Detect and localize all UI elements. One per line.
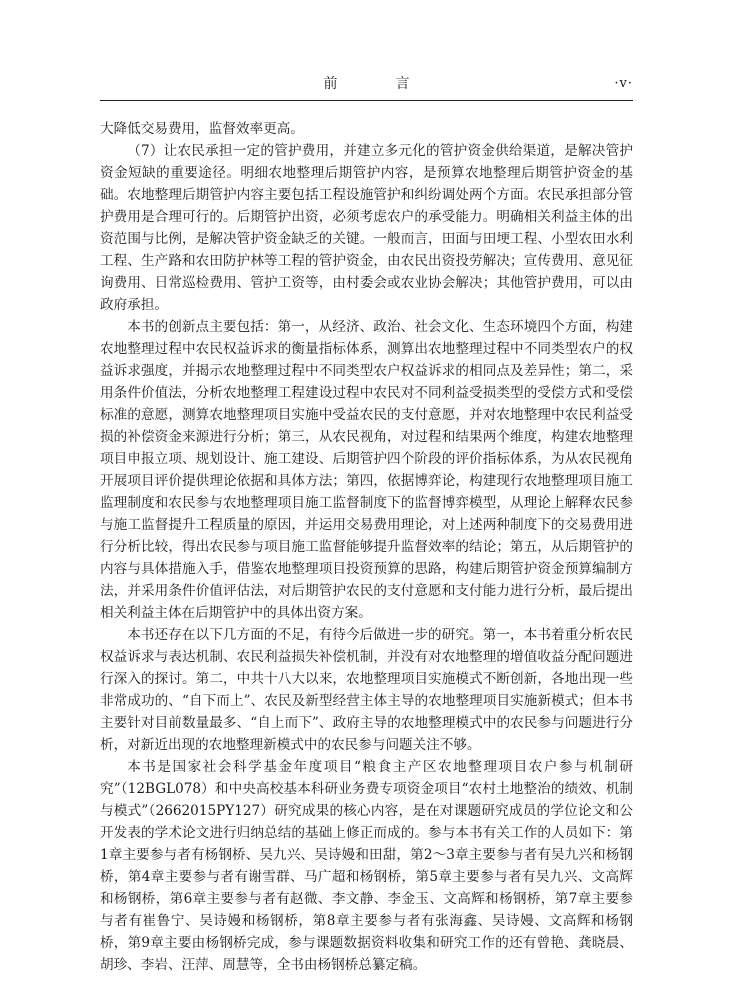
paragraph-funding-sources: （7）让农民承担一定的管护费用，并建立多元化的管护资金供给渠道，是解决管护资金短缺的重要途径。明细农地整理后期管护内容，是预算农地整理后期管护资金的基础。农地整理后期管护内容主要包括工程设施管护和纠纷调处两个方面。农民承担部分管护费用是合理可行的。后期管护出资，必须考虑农户的承受能力。明确相关利益主体的出资范围与比例，是解决管护资金缺乏的关键。一般而言，田面与田埂工程、小型农田水利工程、生产路和农田防护林等工程的管护资金，由农民出资投劳解决；宣传费用、意见征询费用、日常巡检费用、管护工资等，由村委会或农业协会解决；其他管护费用，可以由政府承担。 — [100, 143, 633, 313]
paragraph-limitations: 本书还存在以下几方面的不足，有待今后做进一步的研究。第一，本书着重分析农民权益诉求与表达机制、农民利益损失补偿机制，并没有对农地整理的增值收益分配问题进行深入的探讨。第二，中共十八大以来，农地整理项目实施模式不断创新，各地出现一些非常成功的、“自下而上”、农民及新型经营主体主导的农地整理项目实施新模式；但本书主要针对目前数量最多、“自上而下”、政府主导的农地整理模式中的农民参与问题进行分析，对新近出现的农地整理新模式中的农民参与问题关注不够。 — [100, 627, 633, 753]
paragraph-continuation: 大降低交易费用，监督效率更高。 — [100, 121, 304, 137]
running-head-title: 前 言 — [323, 76, 432, 92]
page-number: ·v· — [614, 76, 633, 91]
body-text — [100, 118, 633, 976]
header-rule — [100, 100, 633, 101]
paragraph-acknowledgements: 本书是国家社会科学基金年度项目“粮食主产区农地整理项目农户参与机制研究”（12BGL078）和中央高校基本科研业务费专项资金项目“农村土地整治的绩效、机制与模式”（2662015PY127）研究成果的核心内容，是在对课题研究成员的学位论文和公开发表的学术论文进行归纳总结的基础上修正而成的。参与本书有关工作的人员如下：第1章主要参与者有杨钢桥、吴九兴、吴诗嫚和田甜，第2～3章主要参与者有吴九兴和杨钢桥，第4章主要参与者有谢雪群、马广超和杨钢桥，第5章主要参与者有吴九兴、文高辉和杨钢桥，第6章主要参与者有赵微、李文静、李金玉、文高辉和杨钢桥，第7章主要参与者有崔鲁宁、吴诗嫚和杨钢桥，第8章主要参与者有张海鑫、吴诗嫚、文高辉和杨钢桥，第9章主要由杨钢桥完成，参与课题数据资料收集和研究工作的还有曾艳、龚晓晨、胡珍、李岩、汪萍、周慧等，全书由杨钢桥总纂定稿。 — [100, 759, 633, 973]
running-head — [100, 74, 633, 98]
paragraph-innovations: 本书的创新点主要包括：第一，从经济、政治、社会文化、生态环境四个方面，构建农地整理过程中农民权益诉求的衡量指标体系，测算出农地整理过程中不同类型农户的权益诉求强度，并揭示农地整理过程中不同类型农户权益诉求的相同点及差异性；第二，采用条件价值法，分析农地整理工程建设过程中农民对不同利益受损类型的受偿方式和受偿标准的意愿，测算农地整理项目实施中受益农民的支付意愿，并对农地整理中农民利益受损的补偿资金来源进行分析；第三，从农民视角，对过程和结果两个维度，构建农地整理项目申报立项、规划设计、施工建设、后期管护四个阶段的评价指标体系，为从农民视角开展项目评价提供理论依据和具体方法；第四，依据博弈论，构建现行农地整理项目施工监理制度和农民参与农地整理项目施工监督制度下的监督博弈模型，从理论上解释农民参与施工监督提升工程质量的原因，并运用交易费用理论，对上述两种制度下的交易费用进行分析比较，得出农民参与项目施工监督能够提升监督效率的结论；第五，从后期管护的内容与具体措施入手，借鉴农地整理项目投资预算的思路，构建后期管护资金预算编制方法，并采用条件价值评估法，对后期管护农民的支付意愿和支付能力进行分析，最后提出相关利益主体在后期管护中的具体出资方案。 — [100, 319, 633, 621]
